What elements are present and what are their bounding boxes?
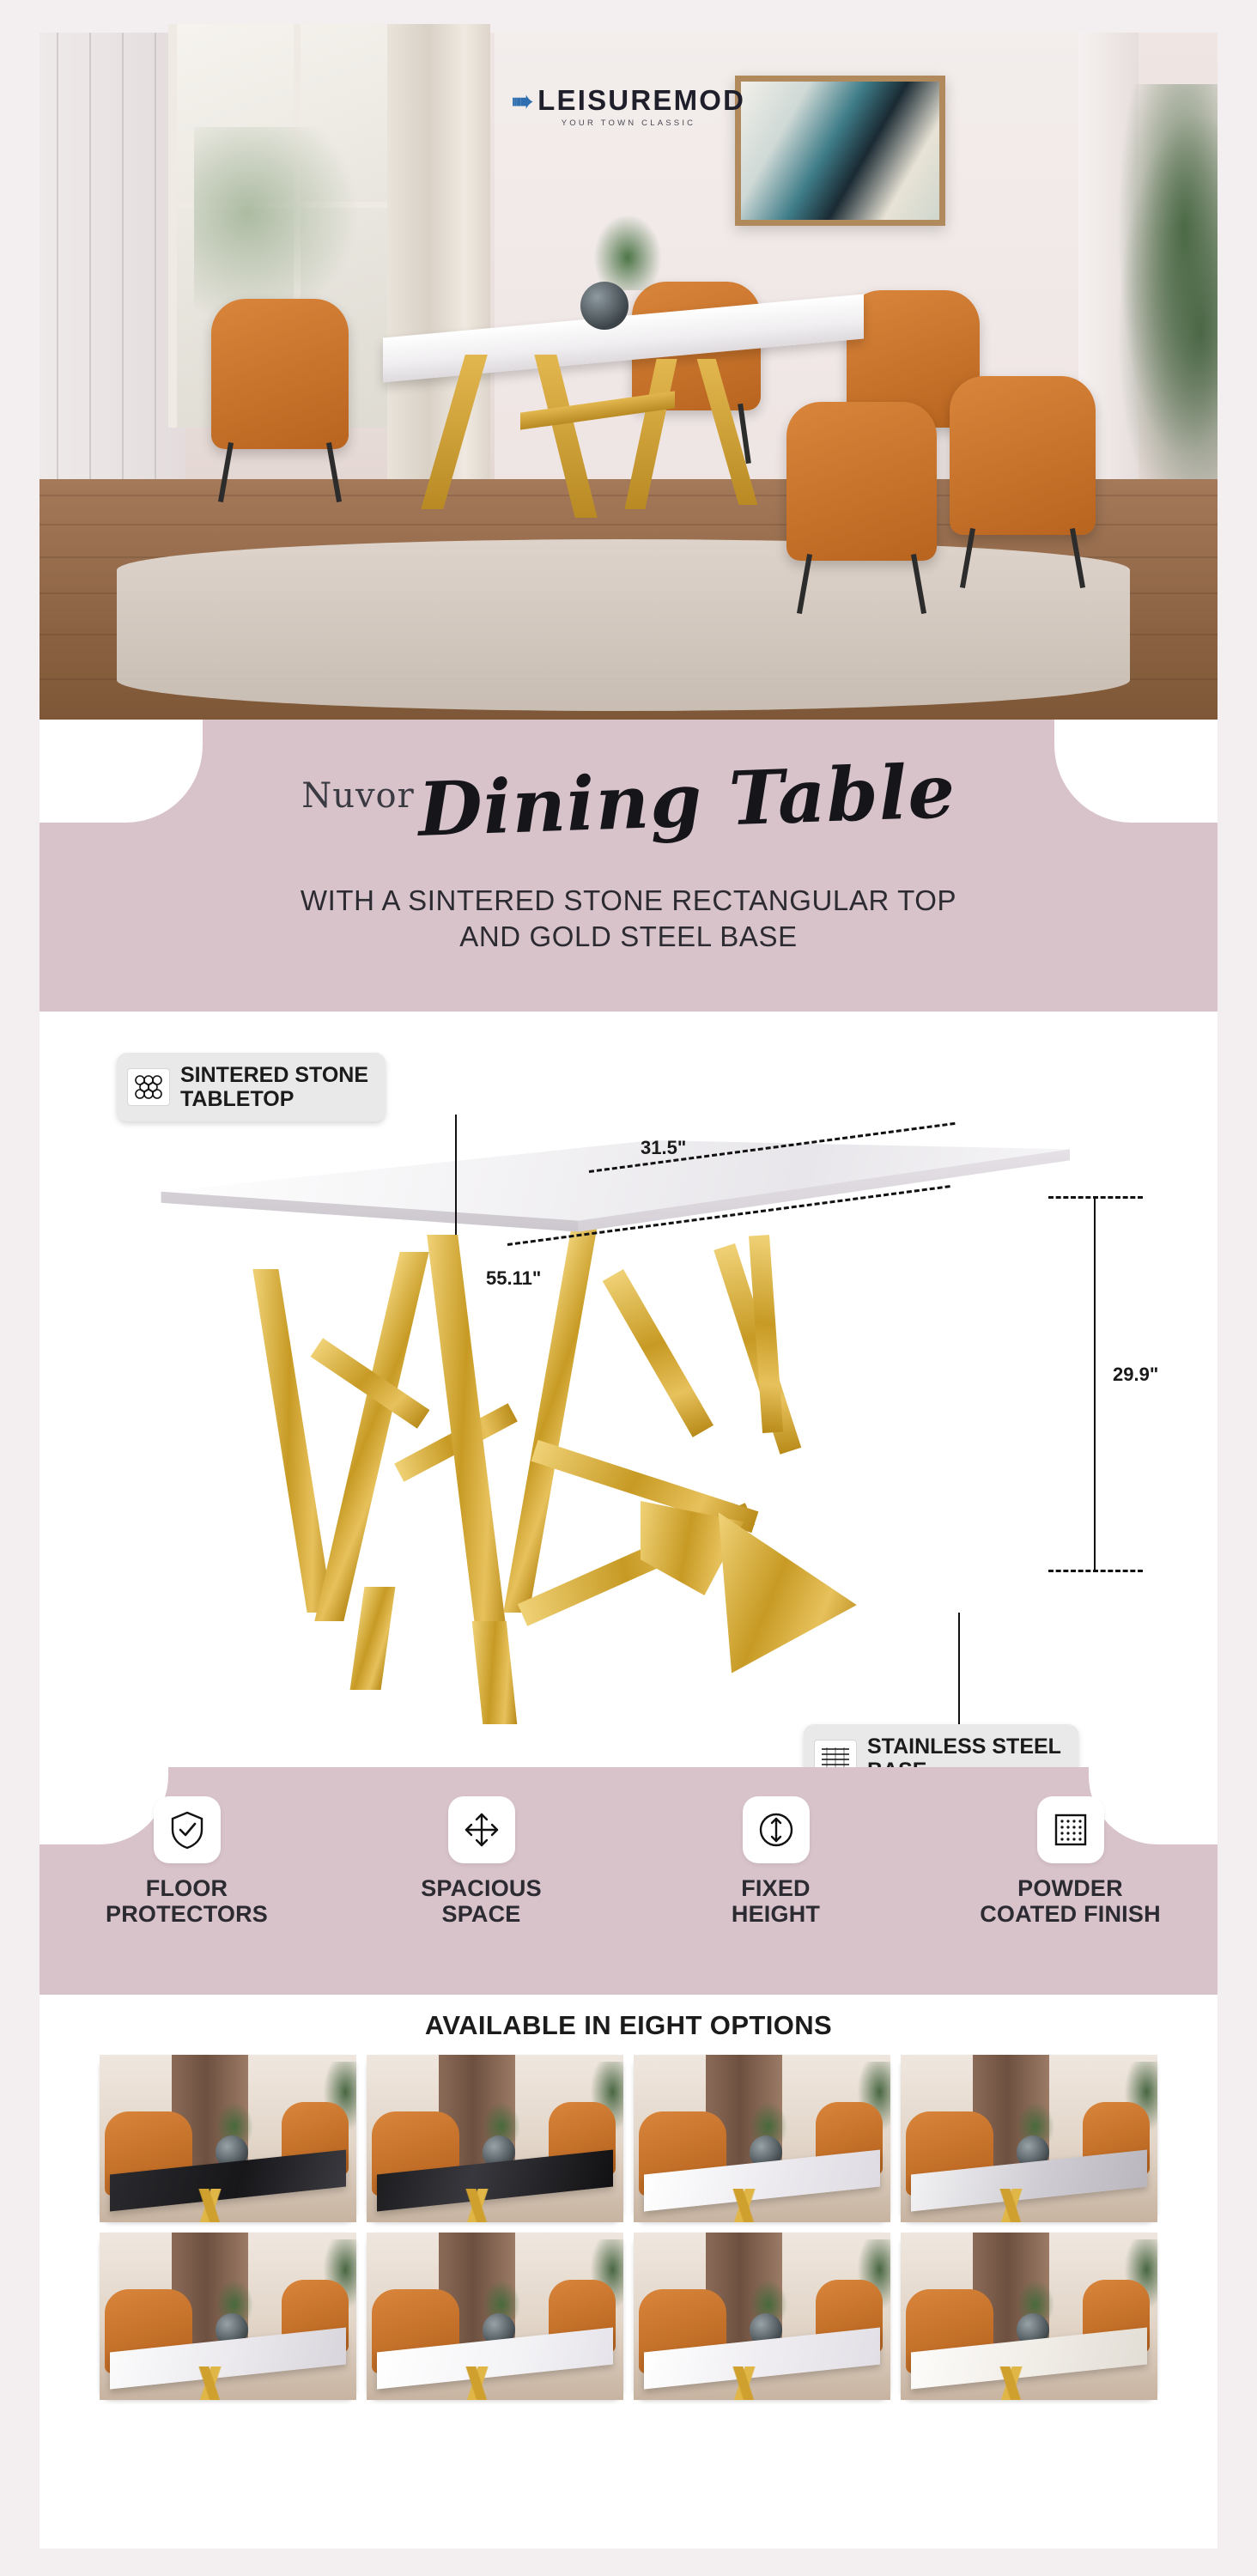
hero-potted-plant [1106, 84, 1218, 496]
callout-bottom-line-1: STAINLESS STEEL [867, 1735, 1061, 1759]
callout-bottom-leader-line [958, 1613, 960, 1724]
feature-line-2: SPACE [441, 1901, 521, 1928]
height-bottom-tick [1048, 1570, 1143, 1572]
collection-name: Nuvor [301, 776, 415, 816]
callout-top-text [180, 1063, 368, 1111]
feature-floor-protectors [39, 1767, 334, 1995]
vertical-arrow-icon [743, 1796, 810, 1863]
hero-chair-left [211, 299, 349, 449]
product-title: Dining Table [416, 748, 957, 854]
brand-logo-text [512, 84, 745, 117]
table-base-gold [254, 1218, 967, 1733]
features-band [39, 1767, 1218, 1995]
feature-line-1: POWDER [1017, 1875, 1123, 1901]
hero-chair-front-1 [786, 402, 937, 561]
options-grid [39, 2055, 1218, 2400]
callout-sintered-stone [117, 1053, 386, 1121]
height-top-tick [1048, 1196, 1143, 1199]
height-label: 29.9" [1113, 1364, 1159, 1385]
feature-label [980, 1875, 1161, 1927]
four-way-arrows-icon [448, 1796, 515, 1863]
table-top-surface [143, 1140, 1070, 1252]
hero-lifestyle-image [39, 33, 1218, 720]
feature-fixed-height [628, 1767, 923, 1995]
feature-label [732, 1875, 820, 1927]
feature-label [421, 1875, 542, 1927]
width-label: 31.5" [641, 1137, 687, 1158]
shield-check-icon [154, 1796, 221, 1863]
callout-top-leader-line [455, 1115, 457, 1235]
subtitle-line-2: AND GOLD STEEL BASE [459, 920, 798, 953]
options-section [39, 1995, 1218, 2476]
brand-tagline: YOUR TOWN CLASSIC [561, 118, 696, 128]
callout-top-line-2: TABLETOP [180, 1087, 295, 1111]
feature-label [106, 1875, 268, 1927]
feature-line-2: PROTECTORS [105, 1901, 269, 1928]
feature-line-1: FLOOR [145, 1875, 228, 1901]
option-swatch-light-marble-gold[interactable] [367, 2233, 623, 2400]
option-swatch-black-marble-gold[interactable] [100, 2055, 356, 2222]
dotted-grid-icon [1037, 1796, 1104, 1863]
height-dimension-line [1094, 1196, 1096, 1570]
feature-line-2: HEIGHT [731, 1901, 821, 1928]
hero-chair-front-2 [950, 376, 1096, 535]
subtitle-line-1: WITH A SINTERED STONE RECTANGULAR TOP [300, 884, 957, 916]
hero-vase [580, 282, 628, 330]
hero-wall-art [735, 76, 945, 226]
product-subtitle [39, 883, 1218, 955]
title-band [39, 720, 1218, 1012]
stone-texture-icon [127, 1068, 170, 1106]
hero-wall-panel-lines [39, 33, 185, 513]
feature-line-2: COATED FINISH [980, 1901, 1161, 1928]
option-swatch-grey-marble-gold[interactable] [901, 2055, 1157, 2222]
feature-spacious-space [334, 1767, 628, 1995]
brand-logo [512, 84, 745, 128]
option-swatch-cream-marble-gold[interactable] [901, 2233, 1157, 2400]
feature-powder-coated-finish [923, 1767, 1218, 1995]
dimensions-section [39, 1012, 1218, 1767]
option-swatch-white-vein-gold[interactable] [634, 2233, 890, 2400]
feature-line-1: SPACIOUS [421, 1875, 542, 1901]
hero-area-rug [117, 539, 1130, 711]
hero-plant-stems [589, 209, 666, 290]
dimensions-illustration [39, 1012, 1218, 1767]
brand-name: LEISUREMOD [537, 84, 746, 116]
logo-mark-icon: ➠ [511, 88, 536, 116]
option-swatch-black-white-vein-gold[interactable] [367, 2055, 623, 2222]
infographic-page [39, 33, 1218, 2549]
callout-top-line-1: SINTERED STONE [180, 1063, 369, 1087]
title-row [39, 748, 1218, 854]
feature-line-1: FIXED [741, 1875, 811, 1901]
options-heading: AVAILABLE IN EIGHT OPTIONS [424, 2010, 833, 2040]
sintered-stone-face [143, 1140, 1070, 1252]
length-label: 55.11" [486, 1267, 542, 1289]
option-swatch-white-marble-gold[interactable] [634, 2055, 890, 2222]
option-swatch-white-marble-gold-2[interactable] [100, 2233, 356, 2400]
